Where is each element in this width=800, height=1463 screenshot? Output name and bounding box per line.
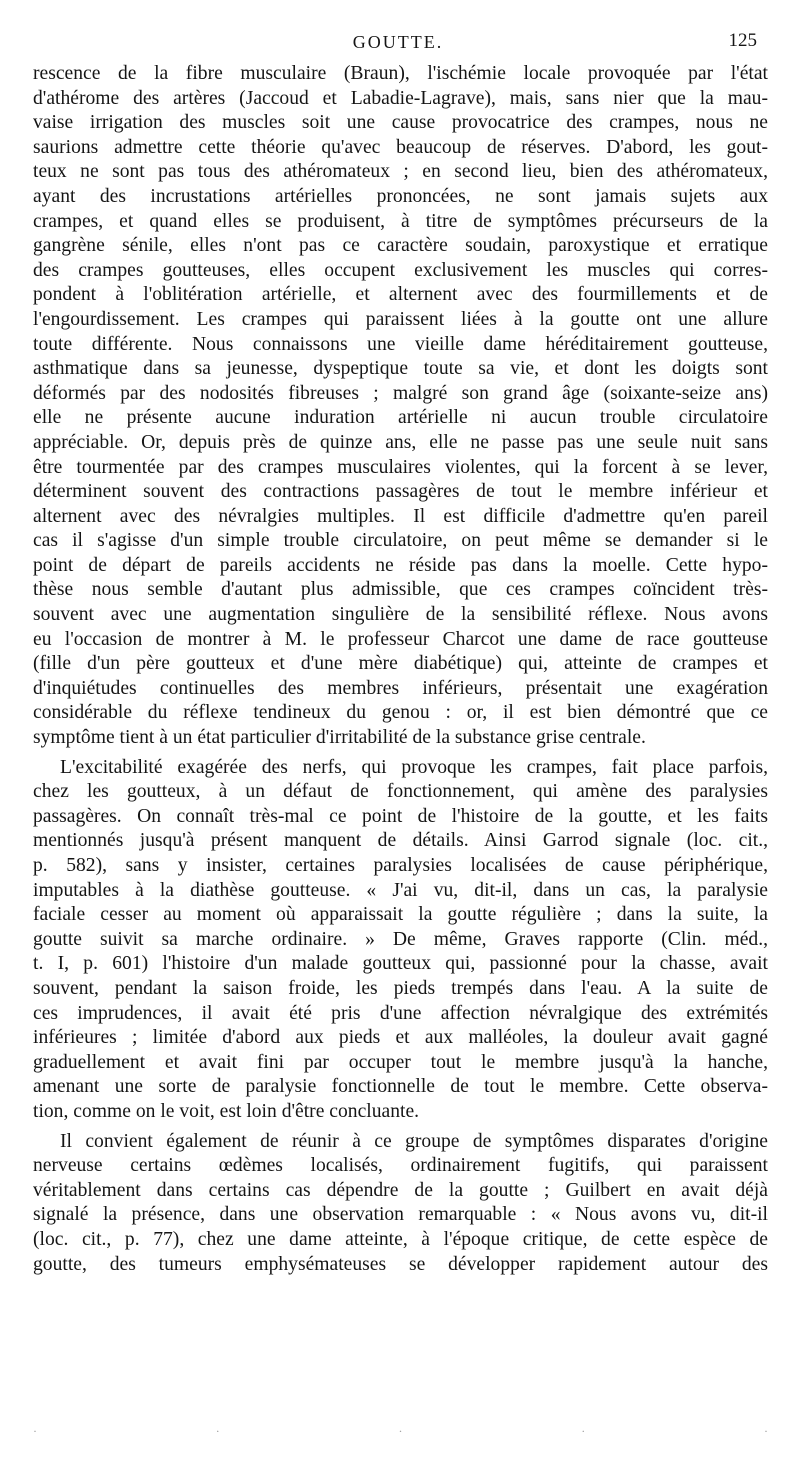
text-line: nerveuse certains œdèmes localisés, ordinairement fugitifs, qui paraissent — [33, 1155, 768, 1177]
text-line: teux ne sont pas tous des athéromateux ; en second lieu, bien des athéromateux, — [33, 161, 768, 183]
text-line: pondent à l'oblitération artérielle, et alternent avec des fourmillements et de — [33, 284, 768, 306]
text-line: déformés par des nodosités fibreuses ; malgré son grand âge (soixante-seize ans) — [33, 382, 768, 404]
text-line: chez les goutteux, à un défaut de fonctionnement, qui amène des paralysies — [33, 781, 768, 803]
text-line: considérable du réflexe tendineux du genou : or, il est bien démontré que ce — [33, 702, 768, 724]
text-line: souvent, pendant la saison froide, les pieds trempés dans l'eau. A la suite de — [33, 977, 768, 999]
text-line: (fille d'un père goutteux et d'une mère diabétique) qui, atteinte de crampes et — [33, 653, 768, 675]
body-text — [33, 62, 768, 1277]
running-title: GOUTTE. — [352, 32, 444, 52]
footer-specks: · · · · · — [33, 1424, 768, 1438]
text-line: p. 582), sans y insister, certaines paralysies localisées de cause périphérique, — [33, 855, 768, 876]
text-line: elle ne présente aucune induration artérielle ni aucun trouble circulatoire — [33, 407, 768, 429]
text-line: imputables à la diathèse goutteuse. « J'ai vu, dit-il, dans un cas, la paralysie — [33, 879, 768, 901]
text-line: des crampes goutteuses, elles occupent exclusivement les muscles qui corres- — [33, 259, 768, 281]
text-line: goutte suivit sa marche ordinaire. » De même, Graves rapporte (Clin. méd., — [33, 928, 768, 950]
text-line: tion, comme on le voit, est loin d'être concluante. — [33, 1100, 420, 1122]
text-line: ayant des incrustations artérielles prononcées, ne sont jamais sujets aux — [33, 185, 768, 207]
text-line: asthmatique dans sa jeunesse, dyspeptique toute sa vie, et dont les doigts sont — [33, 358, 768, 380]
paragraph — [33, 756, 768, 1125]
text-line: saurions admettre cette théorie qu'avec beaucoup de réserves. D'abord, les gout- — [33, 136, 768, 158]
text-line: t. I, p. 601) l'histoire d'un malade goutteux qui, passionné pour la chasse, avait — [33, 953, 768, 975]
page-number: 125 — [728, 30, 757, 51]
text-line: cas il s'agisse d'un simple trouble circulatoire, on peut même se demander si le — [33, 530, 768, 552]
text-line: passagères. On connaît très-mal ce point de l'histoire de la goutte, et les faits — [33, 805, 768, 827]
text-line: déterminent souvent des contractions passagères de tout le membre inférieur et — [33, 481, 768, 503]
paragraph — [33, 62, 768, 751]
page-header — [33, 30, 763, 56]
text-line: thèse nous semble d'autant plus admissible, que ces crampes coïncident très- — [33, 579, 768, 601]
text-line: mentionnés jusqu'à présent manquent de détails. Ainsi Garrod signale (loc. cit., — [33, 830, 768, 852]
text-line: crampes, et quand elles se produisent, à titre de symptômes précurseurs de la — [33, 210, 768, 232]
paragraph — [33, 1130, 768, 1278]
text-line: d'athérome des artères (Jaccoud et Labadie-Lagrave), mais, sans nier que la mau- — [33, 87, 768, 109]
text-line: point de départ de pareils accidents ne réside pas dans la moelle. Cette hypo- — [33, 554, 768, 576]
text-line: faciale cesser au moment où apparaissait la goutte régulière ; dans la suite, la — [33, 904, 768, 926]
text-line: amenant une sorte de paralysie fonctionnelle de tout le membre. Cette observa- — [33, 1076, 768, 1098]
text-line: souvent avec une augmentation singulière de la sensibilité réflexe. Nous avons — [33, 604, 768, 626]
text-line: d'inquiétudes continuelles des membres inférieurs, présentait une exagération — [33, 677, 768, 699]
text-line: L'excitabilité exagérée des nerfs, qui provoque les crampes, fait place parfois, — [60, 756, 768, 778]
text-line: ces imprudences, il avait été pris d'une affection névralgique des extrémités — [33, 1002, 768, 1024]
text-line: alternent avec des névralgies multiples. Il est difficile d'admettre qu'en pareil — [33, 505, 768, 527]
text-line: eu l'occasion de montrer à M. le professeur Charcot une dame de race goutteuse — [33, 628, 768, 650]
text-line: graduellement et avait fini par occuper tout le membre jusqu'à la hanche, — [33, 1051, 768, 1073]
text-line: inférieures ; limitée d'abord aux pieds et aux malléoles, la douleur avait gagné — [33, 1027, 768, 1049]
text-line: gangrène sénile, elles n'ont pas ce caractère soudain, paroxystique et erratique — [33, 235, 768, 257]
text-line: goutte, des tumeurs emphysémateuses se développer rapidement autour des — [33, 1253, 768, 1275]
text-line: appréciable. Or, depuis près de quinze ans, elle ne passe pas une seule nuit sans — [33, 431, 768, 453]
text-line: symptôme tient à un état particulier d'irritabilité de la substance grise centrale. — [33, 727, 646, 749]
text-line: toute différente. Nous connaissons une vieille dame héréditairement goutteuse, — [33, 333, 768, 355]
text-line: Il convient également de réunir à ce groupe de symptômes disparates d'origine — [60, 1130, 768, 1152]
text-line: l'engourdissement. Les crampes qui paraissent liées à la goutte ont une allure — [33, 308, 768, 330]
text-line: signalé la présence, dans une observation remarquable : « Nous avons vu, dit-il — [33, 1204, 768, 1226]
text-line: rescence de la fibre musculaire (Braun), l'ischémie locale provoquée par l'état — [33, 63, 768, 84]
text-line: vaise irrigation des muscles soit une cause provocatrice des crampes, nous ne — [33, 112, 768, 134]
text-line: être tourmentée par des crampes musculaires violentes, qui la forcent à se lever, — [33, 456, 768, 478]
text-line: véritablement dans certains cas dépendre de la goutte ; Guilbert en avait déjà — [33, 1179, 768, 1201]
text-line: (loc. cit., p. 77), chez une dame atteinte, à l'époque critique, de cette espèce de — [33, 1228, 768, 1250]
